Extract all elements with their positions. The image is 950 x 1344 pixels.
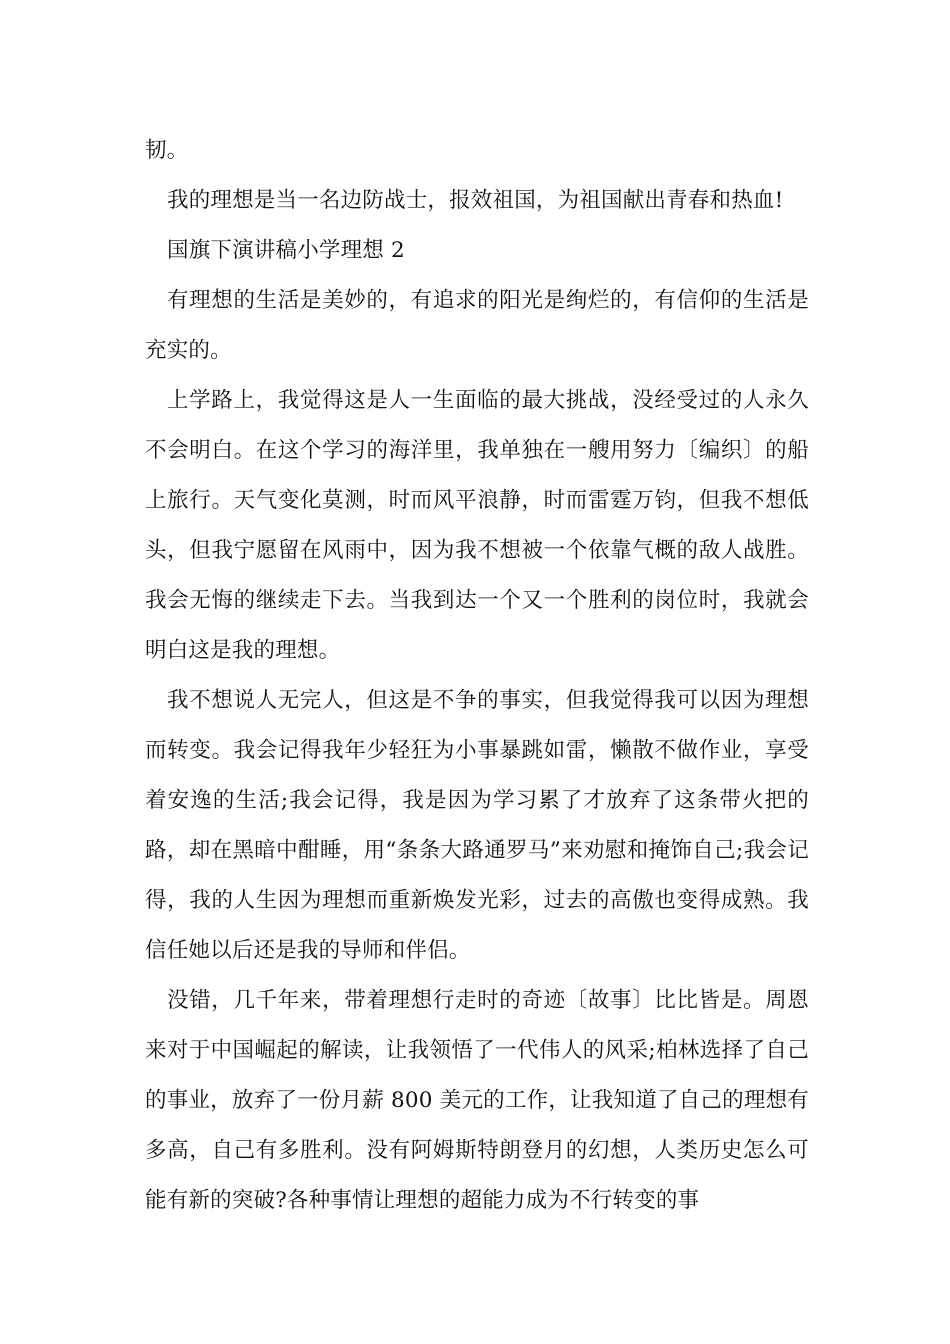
paragraph-6: 没错，几千年来，带着理想行走时的奇迹〔故事〕比比皆是。周恩来对于中国崛起的解读，让我领悟了一代伟人的风采;柏林选择了自己的事业，放弃了一份月薪 800 美元的工作，让我知道了自己的理想有多高，自己有多胜利。没有阿姆斯特朗登月的幻想，人类历史怎么可能有新的突破?各种事情让理想的超能力成为不行转变的事 — [145, 988, 809, 1213]
section-heading: 国旗下演讲稿小学理想 2 — [167, 238, 405, 263]
paragraph-3: 有理想的生活是美妙的，有追求的阳光是绚烂的，有信仰的生活是充实的。 — [145, 288, 809, 363]
paragraph-5: 我不想说人无完人，但这是不争的事实，但我觉得我可以因为理想而转变。我会记得我年少轻狂为小事暴跳如雷，懒散不做作业，享受着安逸的生活;我会记得，我是因为学习累了才放弃了这条带火把的路，却在黑暗中酣睡，用“条条大路通罗马”来劝慰和掩饰自己;我会记得，我的人生因为理想而重新焕发光彩，过去的高傲也变得成熟。我信任她以后还是我的导师和伴侣。 — [145, 688, 809, 963]
document-body — [145, 126, 809, 1226]
paragraph-2: 我的理想是当一名边防战士，报效祖国，为祖国献出青春和热血! — [167, 188, 784, 213]
paragraph-4: 上学路上，我觉得这是人一生面临的最大挑战，没经受过的人永久不会明白。在这个学习的海洋里，我单独在一艘用努力〔编织〕的船上旅行。天气变化莫测，时而风平浪静，时而雷霆万钧，但我不想低头，但我宁愿留在风雨中，因为我不想被一个依靠气概的敌人战胜。我会无悔的继续走下去。当我到达一个又一个胜利的岗位时，我就会明白这是我的理想。 — [145, 388, 809, 663]
paragraph-1: 韧。 — [145, 138, 189, 163]
